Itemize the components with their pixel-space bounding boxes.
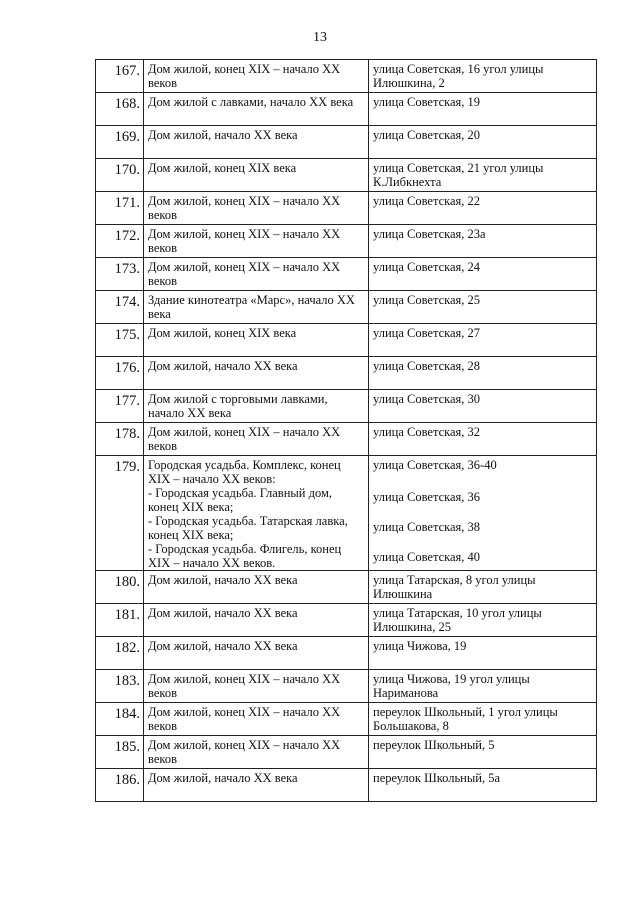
- table-row: [96, 670, 597, 703]
- object-name: Дом жилой, начало XX века: [144, 126, 369, 159]
- row-number: 173.: [96, 258, 144, 291]
- table-row: [96, 225, 597, 258]
- object-address: улица Советская, 20: [369, 126, 597, 159]
- object-address: улица Советская, 19: [369, 93, 597, 126]
- row-number: 167.: [96, 60, 144, 93]
- object-address: улица Советская, 16 угол улицы Илюшкина, 2: [369, 60, 597, 93]
- object-name: Дом жилой, конец XIX – начало XX веков: [144, 703, 369, 736]
- object-address: переулок Школьный, 5: [369, 736, 597, 769]
- table-row: [96, 357, 597, 390]
- table-row: [96, 423, 597, 456]
- object-address: улица Советская, 24: [369, 258, 597, 291]
- object-address: улица Советская, 23а: [369, 225, 597, 258]
- page-number: 13: [313, 30, 327, 45]
- object-address: улица Советская, 22: [369, 192, 597, 225]
- table-row: [96, 93, 597, 126]
- row-number: 182.: [96, 637, 144, 670]
- table-row: [96, 703, 597, 736]
- table-row: [96, 60, 597, 93]
- row-number: 169.: [96, 126, 144, 159]
- table-row: [96, 604, 597, 637]
- table-row: [96, 126, 597, 159]
- object-address: улица Советская, 30: [369, 390, 597, 423]
- row-number: 171.: [96, 192, 144, 225]
- object-name: Дом жилой, конец XIX – начало XX веков: [144, 192, 369, 225]
- table-row: [96, 291, 597, 324]
- object-name: Здание кинотеатра «Марс», начало XX века: [144, 291, 369, 324]
- object-name: Дом жилой с лавками, начало XX века: [144, 93, 369, 126]
- row-number: 177.: [96, 390, 144, 423]
- complex-item-name: - Городская усадьба. Флигель, конец XIX – начало XX веков.: [148, 542, 342, 570]
- object-name: Дом жилой, начало XX века: [144, 769, 369, 802]
- complex-item-name: Городская усадьба. Комплекс, конец XIX – начало XX веков:: [148, 458, 341, 486]
- object-name: Дом жилой, начало XX века: [144, 637, 369, 670]
- row-number: 178.: [96, 423, 144, 456]
- row-number: 174.: [96, 291, 144, 324]
- row-number: 180.: [96, 571, 144, 604]
- object-address: улица Советская, 32: [369, 423, 597, 456]
- row-number: 184.: [96, 703, 144, 736]
- table-row: [96, 324, 597, 357]
- heritage-table: [95, 59, 597, 802]
- table-row-complex: [96, 456, 597, 571]
- row-number: 183.: [96, 670, 144, 703]
- object-address: улица Чижова, 19: [369, 637, 597, 670]
- object-name: Дом жилой, конец XIX века: [144, 159, 369, 192]
- object-name: Дом жилой, конец XIX века: [144, 324, 369, 357]
- row-number: 176.: [96, 357, 144, 390]
- row-number: 185.: [96, 736, 144, 769]
- object-name: Дом жилой, конец XIX – начало XX веков: [144, 225, 369, 258]
- table-row: [96, 769, 597, 802]
- row-number: 181.: [96, 604, 144, 637]
- object-name: Дом жилой, конец XIX – начало XX веков: [144, 258, 369, 291]
- table-row: [96, 192, 597, 225]
- object-name: Дом жилой, конец XIX – начало XX веков: [144, 423, 369, 456]
- row-number: 168.: [96, 93, 144, 126]
- table-row: [96, 637, 597, 670]
- complex-item-name: - Городская усадьба. Татарская лавка, конец XIX века;: [148, 514, 348, 542]
- complex-addresses: [369, 456, 597, 571]
- object-address: улица Татарская, 10 угол улицы Илюшкина, 25: [369, 604, 597, 637]
- table-row: [96, 571, 597, 604]
- object-name: Дом жилой, начало XX века: [144, 357, 369, 390]
- object-name: Дом жилой, конец XIX – начало XX веков: [144, 670, 369, 703]
- row-number: 179.: [96, 456, 144, 571]
- complex-item-address: улица Советская, 36: [373, 490, 481, 504]
- object-address: улица Татарская, 8 угол улицы Илюшкина: [369, 571, 597, 604]
- object-name: Дом жилой, конец XIX – начало XX веков: [144, 60, 369, 93]
- object-address: улица Советская, 25: [369, 291, 597, 324]
- object-address: улица Советская, 21 угол улицы К.Либкнехта: [369, 159, 597, 192]
- object-name: Дом жилой, начало XX века: [144, 604, 369, 637]
- object-name: Дом жилой с торговыми лавками, начало XX века: [144, 390, 369, 423]
- object-address: переулок Школьный, 1 угол улицы Большакова, 8: [369, 703, 597, 736]
- row-number: 175.: [96, 324, 144, 357]
- table-row: [96, 736, 597, 769]
- row-number: 186.: [96, 769, 144, 802]
- complex-item-address: улица Советская, 36-40: [373, 458, 497, 472]
- object-address: улица Советская, 28: [369, 357, 597, 390]
- object-name: Дом жилой, конец XIX – начало XX веков: [144, 736, 369, 769]
- table-row: [96, 390, 597, 423]
- complex-item-address: улица Советская, 38: [373, 520, 481, 534]
- object-name: Дом жилой, начало XX века: [144, 571, 369, 604]
- object-address: улица Советская, 27: [369, 324, 597, 357]
- complex-item-name: - Городская усадьба. Главный дом, конец XIX века;: [148, 486, 333, 514]
- object-address: переулок Школьный, 5а: [369, 769, 597, 802]
- object-address: улица Чижова, 19 угол улицы Нариманова: [369, 670, 597, 703]
- table-row: [96, 159, 597, 192]
- complex-item-address: улица Советская, 40: [373, 550, 481, 564]
- row-number: 172.: [96, 225, 144, 258]
- row-number: 170.: [96, 159, 144, 192]
- complex-names: [144, 456, 369, 571]
- table-row: [96, 258, 597, 291]
